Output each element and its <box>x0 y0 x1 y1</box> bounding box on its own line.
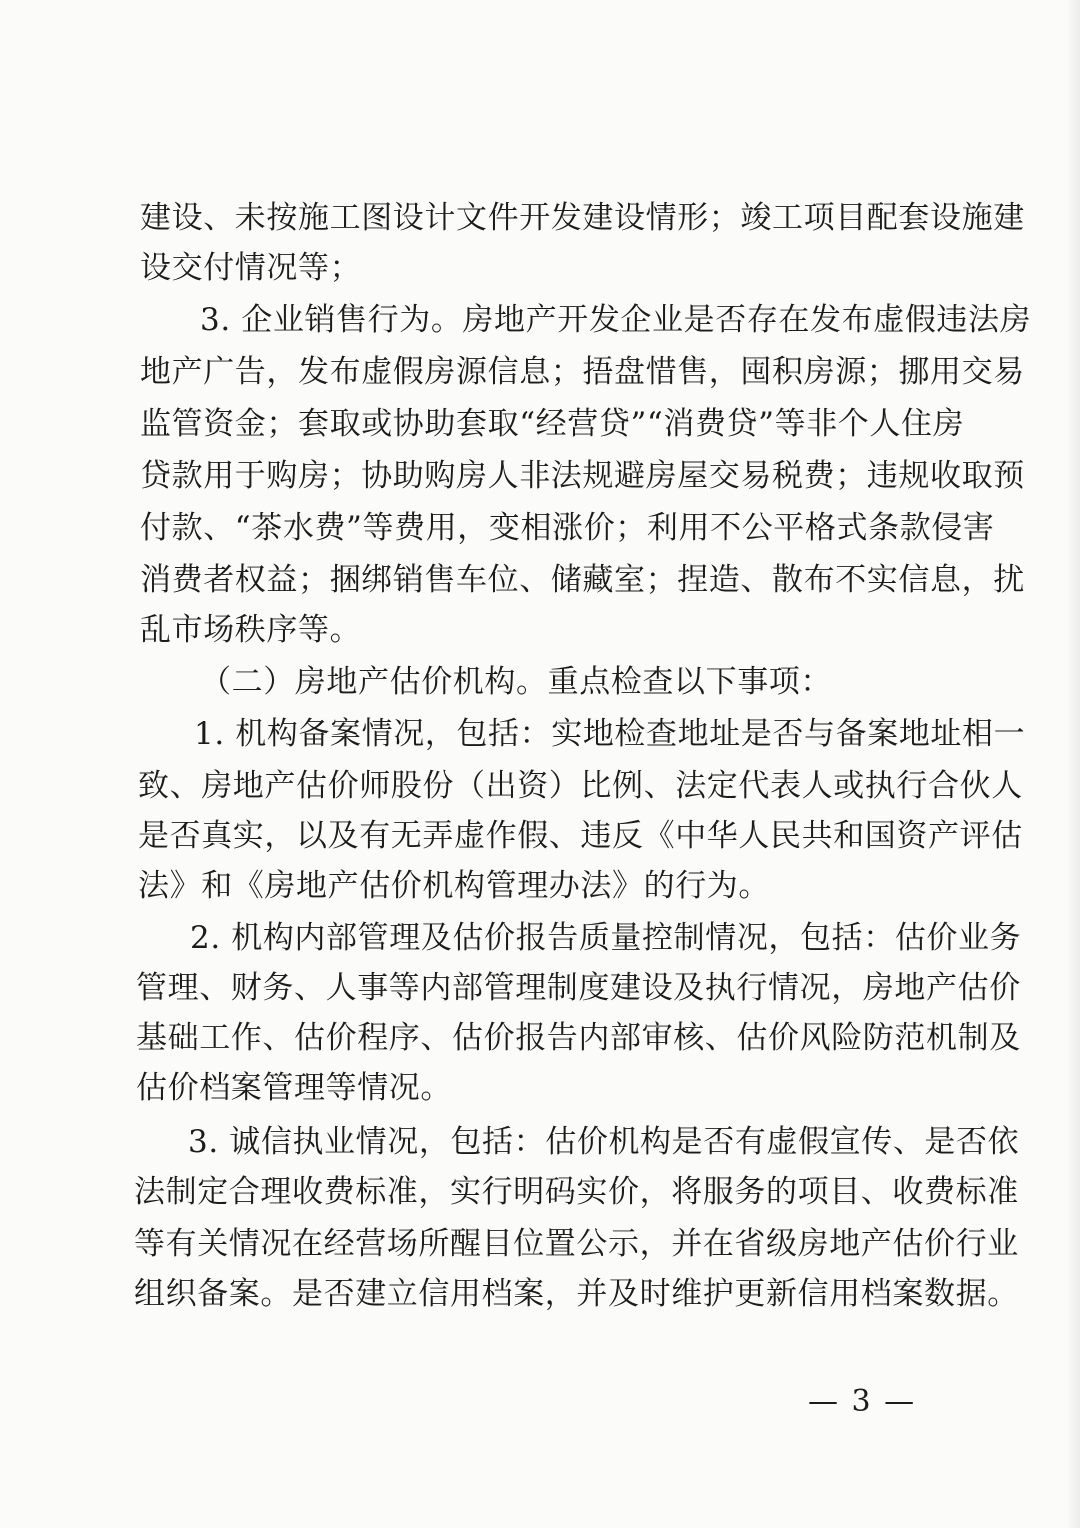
text-line: 地产广告，发布虚假房源信息；捂盘惜售，囤积房源；挪用交易 <box>140 354 1025 390</box>
text-line: 设交付情况等； <box>140 250 362 286</box>
text-line: 3. 诚信执业情况，包括：估价机构是否有虚假宣传、是否依 <box>188 1124 1020 1160</box>
text-line: 消费者权益；捆绑销售车位、储藏室；捏造、散布不实信息，扰 <box>140 562 1025 598</box>
text-line: 贷款用于购房；协助购房人非法规避房屋交易税费；违规收取预 <box>140 458 1025 494</box>
text-line: 1. 机构备案情况，包括：实地检查地址是否与备案地址相一 <box>194 716 1026 752</box>
text-line: 法》和《房地产估价机构管理办法》的行为。 <box>138 868 770 904</box>
text-line: 管理、财务、人事等内部管理制度建设及执行情况，房地产估价 <box>136 970 1021 1006</box>
text-line: 2. 机构内部管理及估价报告质量控制情况，包括：估价业务 <box>190 920 1022 956</box>
text-line: 基础工作、估价程序、估价报告内部审核、估价风险防范机制及 <box>136 1020 1021 1056</box>
page-number: — 3 — <box>808 1384 917 1419</box>
text-line: 致、房地产估价师股份（出资）比例、法定代表人或执行合伙人 <box>138 768 1023 804</box>
text-line: 监管资金；套取或协助套取“经营贷”“消费贷”等非个人住房 <box>140 406 965 442</box>
page-edge-shadow <box>1066 0 1080 1528</box>
text-line: 乱市场秩序等。 <box>140 612 362 648</box>
text-line: 是否真实，以及有无弄虚作假、违反《中华人民共和国资产评估 <box>138 818 1023 854</box>
text-line: 法制定合理收费标准，实行明码实价，将服务的项目、收费标准 <box>134 1174 1019 1210</box>
section-heading: （二）房地产估价机构。重点检查以下事项： <box>200 664 832 700</box>
text-line: 建设、未按施工图设计文件开发建设情形；竣工项目配套设施建 <box>140 200 1025 236</box>
text-line: 组织备案。是否建立信用档案，并及时维护更新信用档案数据。 <box>134 1276 1019 1312</box>
text-line: 估价档案管理等情况。 <box>136 1070 452 1106</box>
text-line: 3. 企业销售行为。房地产开发企业是否存在发布虚假违法房 <box>200 302 1032 338</box>
text-line: 付款、“茶水费”等费用，变相涨价；利用不公平格式条款侵害 <box>140 510 995 546</box>
text-line: 等有关情况在经营场所醒目位置公示，并在省级房地产估价行业 <box>134 1226 1019 1262</box>
